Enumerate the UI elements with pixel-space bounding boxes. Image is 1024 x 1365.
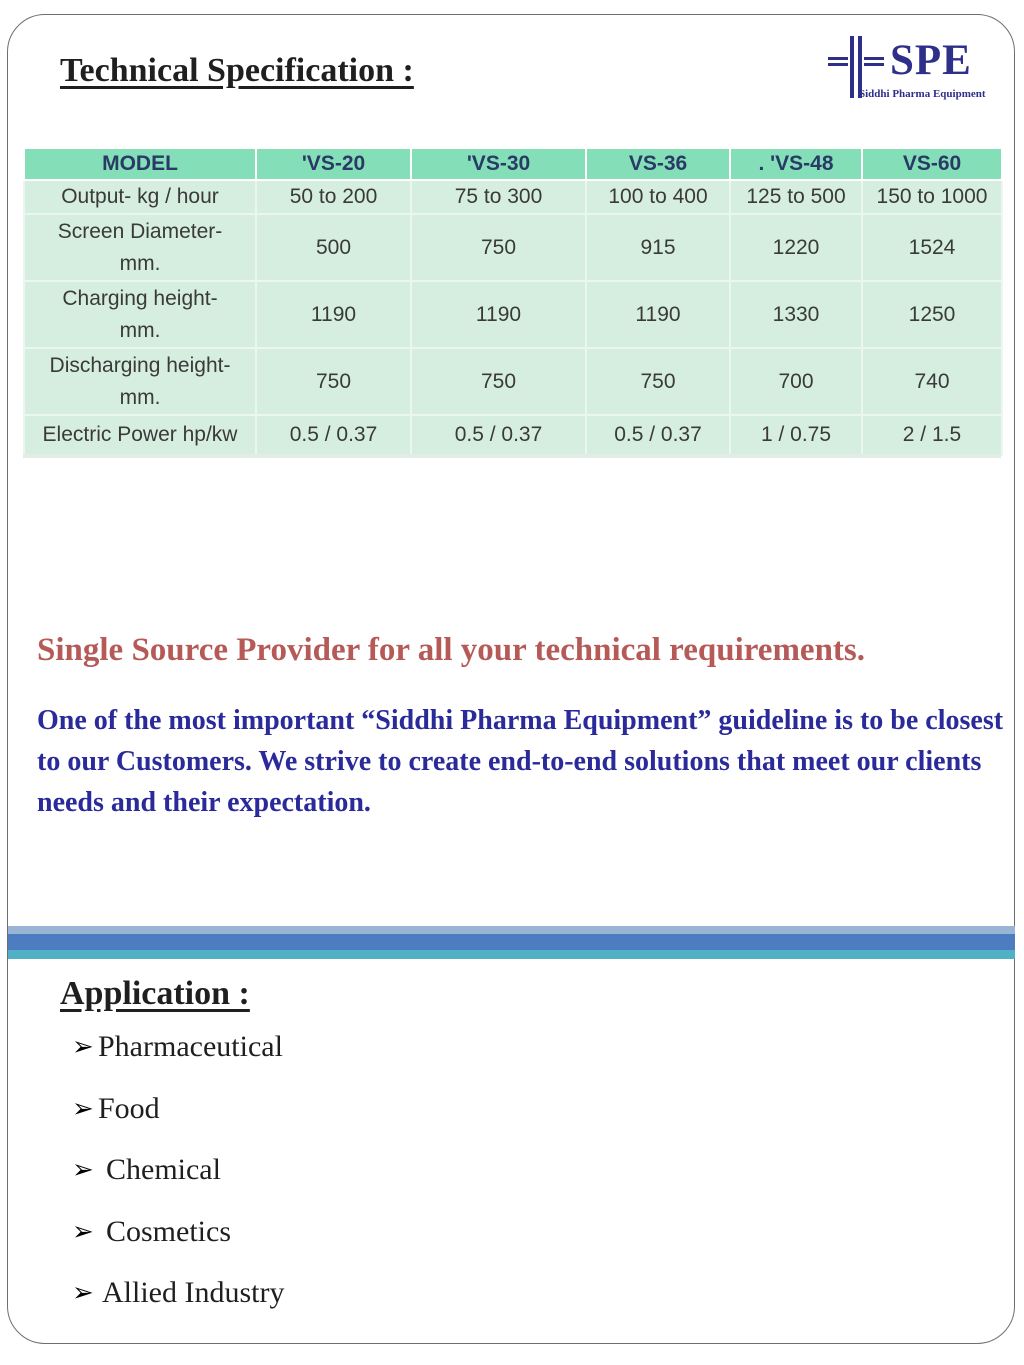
list-item: ➢ Pharmaceutical xyxy=(72,1030,283,1063)
divider-band xyxy=(8,950,1015,959)
table-cell: 1250 xyxy=(862,281,1002,348)
table-cell: 500 xyxy=(256,214,411,281)
table-cell: 125 to 500 xyxy=(730,180,862,214)
row-label: Charging height- mm. xyxy=(24,281,256,348)
divider-band xyxy=(8,926,1015,934)
table-bottom-edge xyxy=(23,454,1001,458)
arrow-bullet-icon: ➢ xyxy=(72,1216,94,1246)
table-header-cell: VS-36 xyxy=(586,148,730,180)
table-cell: 1190 xyxy=(256,281,411,348)
table-cell: 50 to 200 xyxy=(256,180,411,214)
spe-logo xyxy=(828,36,998,106)
table-row xyxy=(24,180,1002,214)
table-row xyxy=(24,214,1002,281)
table-header-row xyxy=(24,148,1002,180)
row-label: Output- kg / hour xyxy=(24,180,256,214)
table-cell: 1190 xyxy=(411,281,586,348)
table-cell: 0.5 / 0.37 xyxy=(256,415,411,455)
divider-band xyxy=(8,934,1015,950)
table-cell: 1524 xyxy=(862,214,1002,281)
table-cell: 1330 xyxy=(730,281,862,348)
arrow-bullet-icon: ➢ xyxy=(72,1278,94,1307)
table-cell: 1 / 0.75 xyxy=(730,415,862,455)
table-header-cell: 'VS-30 xyxy=(411,148,586,180)
tagline: Single Source Provider for all your technical requirements. xyxy=(37,632,866,668)
table-cell: 750 xyxy=(411,214,586,281)
table-cell: 1190 xyxy=(586,281,730,348)
table-row xyxy=(24,415,1002,455)
table-cell: 750 xyxy=(256,348,411,415)
logo-subtitle: Siddhi Pharma Equipment xyxy=(859,88,986,100)
arrow-bullet-icon: ➢ xyxy=(72,1032,94,1061)
table-cell: 1220 xyxy=(730,214,862,281)
table-header-cell: VS-60 xyxy=(862,148,1002,180)
intro-paragraph: One of the most important “Siddhi Pharma Equipment” guideline is to be closest to our Customers. We strive to create end-to-end solutions that meet our clients needs and their expectation. xyxy=(37,705,1004,818)
application-title: Application : xyxy=(60,975,250,1012)
table-row xyxy=(24,348,1002,415)
list-item: ➢ Food xyxy=(72,1091,160,1125)
list-item: ➢ Cosmetics xyxy=(72,1214,231,1248)
row-label: Electric Power hp/kw xyxy=(24,415,256,455)
table-cell: 740 xyxy=(862,348,1002,415)
technical-specification-title: Technical Specification : xyxy=(60,52,414,89)
table-cell: 0.5 / 0.37 xyxy=(586,415,730,455)
list-item: ➢ Chemical xyxy=(72,1153,221,1186)
table-cell: 750 xyxy=(586,348,730,415)
table-cell: 0.5 / 0.37 xyxy=(411,415,586,455)
row-label: Discharging height- mm. xyxy=(24,348,256,415)
table-cell: 2 / 1.5 xyxy=(862,415,1002,455)
table-row xyxy=(24,281,1002,348)
arrow-bullet-icon: ➢ xyxy=(72,1093,94,1123)
table-cell: 700 xyxy=(730,348,862,415)
table-header-cell: 'VS-20 xyxy=(256,148,411,180)
table-header-cell: MODEL xyxy=(24,148,256,180)
specification-table xyxy=(23,147,1003,456)
application-list xyxy=(72,1030,284,1338)
table-cell: 915 xyxy=(586,214,730,281)
table-cell: 750 xyxy=(411,348,586,415)
table-header-cell: . 'VS-48 xyxy=(730,148,862,180)
row-label: Screen Diameter- mm. xyxy=(24,214,256,281)
table-cell: 100 to 400 xyxy=(586,180,730,214)
arrow-bullet-icon: ➢ xyxy=(72,1155,94,1184)
table-cell: 150 to 1000 xyxy=(862,180,1002,214)
logo-text: SPE xyxy=(890,37,972,84)
table-cell: 75 to 300 xyxy=(411,180,586,214)
list-item: ➢ Allied Industry xyxy=(72,1276,285,1309)
